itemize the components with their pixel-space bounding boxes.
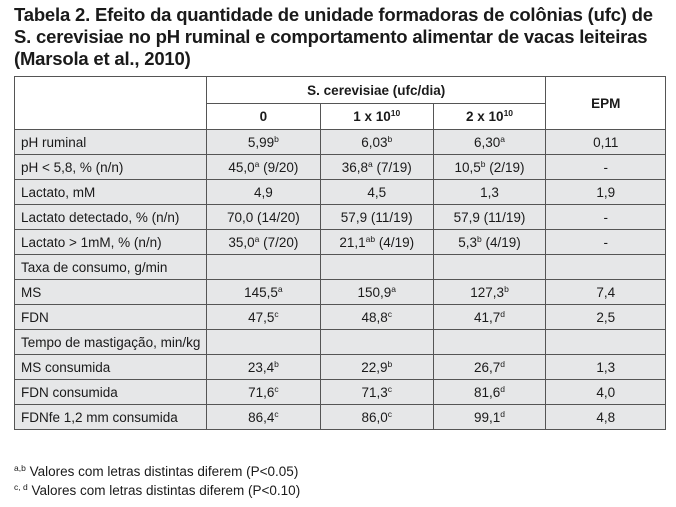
- cell-value: 5,3: [458, 234, 478, 250]
- value-cell: [433, 380, 546, 405]
- row-label: MS: [15, 280, 207, 305]
- sem-cell: 7,4: [546, 280, 666, 305]
- value-cell: [320, 130, 433, 155]
- value-cell: [206, 255, 320, 280]
- footnote-marker: a,b: [14, 463, 26, 473]
- dose-exponent: 10: [390, 108, 401, 118]
- value-cell: [206, 205, 320, 230]
- value-cell: [433, 305, 546, 330]
- dose-header: [433, 104, 546, 130]
- value-cell: [320, 230, 433, 255]
- row-label: FDN consumida: [15, 380, 207, 405]
- row-label: FDNfe 1,2 mm consumida: [15, 405, 207, 430]
- footnote-text: Valores com letras distintas diferem (P<0.05): [25, 464, 299, 479]
- value-cell: [320, 330, 433, 355]
- significance-letter: a: [254, 158, 260, 169]
- footnote-1: [14, 462, 300, 481]
- cell-value: 6,03: [361, 134, 388, 150]
- footnote-marker: c, d: [14, 482, 28, 492]
- significance-letter: c: [387, 383, 392, 394]
- cell-ratio: (4/19): [375, 234, 415, 250]
- table-row: [15, 355, 666, 380]
- table-row: [15, 380, 666, 405]
- cell-ratio: (7/20): [259, 234, 299, 250]
- value-cell: [206, 280, 320, 305]
- value-cell: [320, 405, 433, 430]
- significance-letter: a: [277, 283, 283, 294]
- dose-header: [206, 104, 320, 130]
- sem-cell: -: [546, 230, 666, 255]
- value-cell: [206, 180, 320, 205]
- cell-value: 5,99: [247, 134, 275, 150]
- significance-letter: a: [254, 233, 260, 244]
- cell-value: 21,1: [339, 234, 366, 250]
- value-cell: [320, 255, 433, 280]
- value-cell: [320, 205, 433, 230]
- significance-letter: d: [500, 308, 506, 319]
- sem-cell: [546, 255, 666, 280]
- cell-value: 150,9: [357, 284, 392, 300]
- significance-letter: a: [500, 133, 506, 144]
- value-cell: [433, 155, 546, 180]
- row-label: pH ruminal: [15, 130, 207, 155]
- table-row: [15, 205, 666, 230]
- cell-value: 145,5: [244, 284, 278, 300]
- value-cell: [320, 155, 433, 180]
- cell-value: 71,3: [361, 384, 388, 400]
- cell-value: 23,4: [247, 359, 275, 375]
- value-cell: [433, 230, 546, 255]
- cell-value: 127,3: [470, 284, 505, 300]
- cell-value: 45,0: [228, 159, 255, 175]
- table-row: [15, 255, 666, 280]
- value-cell: [433, 280, 546, 305]
- row-label: Lactato, mM: [15, 180, 207, 205]
- row-label: Lactato detectado, % (n/n): [15, 205, 207, 230]
- row-label: Taxa de consumo, g/min: [15, 255, 207, 280]
- footnote-2: [14, 481, 300, 500]
- cell-ratio: (4/19): [481, 234, 521, 250]
- value-cell: [320, 380, 433, 405]
- sem-cell: 4,8: [546, 405, 666, 430]
- value-cell: [433, 255, 546, 280]
- table-row: [15, 305, 666, 330]
- table-row: [15, 155, 666, 180]
- significance-letter: c: [274, 308, 279, 319]
- table-row: [15, 230, 666, 255]
- cell-value: 47,5: [248, 309, 275, 325]
- cell-value: 26,7: [474, 359, 501, 375]
- cell-value: 99,1: [474, 409, 501, 425]
- significance-letter: a: [391, 283, 396, 294]
- value-cell: [206, 155, 320, 180]
- row-label: FDN: [15, 305, 207, 330]
- cell-value: 71,6: [248, 384, 275, 400]
- value-cell: [433, 405, 546, 430]
- significance-letter: c: [387, 408, 392, 419]
- dose-exponent: 10: [503, 108, 514, 118]
- table-row: [15, 405, 666, 430]
- significance-letter: b: [477, 233, 482, 244]
- significance-letter: c: [387, 308, 392, 319]
- significance-letter: d: [500, 358, 506, 369]
- cell-value: 4,9: [254, 184, 273, 200]
- cell-value: 4,5: [367, 184, 387, 200]
- footnotes: [14, 462, 300, 500]
- sem-cell: -: [546, 205, 666, 230]
- cell-value: 41,7: [474, 309, 501, 325]
- significance-letter: b: [480, 158, 486, 169]
- sem-cell: 0,11: [546, 130, 666, 155]
- row-label: Lactato > 1mM, % (n/n): [15, 230, 207, 255]
- footnote-text: Valores com letras distintas diferem (P<0.10): [27, 483, 301, 498]
- value-cell: [433, 180, 546, 205]
- cell-value: 57,9 (11/19): [340, 209, 413, 225]
- value-cell: [433, 355, 546, 380]
- significance-letter: a: [367, 158, 373, 169]
- cell-value: 48,8: [361, 309, 388, 325]
- value-cell: [206, 130, 320, 155]
- value-cell: [206, 405, 320, 430]
- sem-cell: [546, 330, 666, 355]
- significance-letter: b: [387, 358, 393, 369]
- dose-base: 0: [259, 109, 268, 124]
- sem-cell: -: [546, 155, 666, 180]
- sem-cell: 1,9: [546, 180, 666, 205]
- significance-letter: b: [274, 358, 279, 369]
- table-row: [15, 180, 666, 205]
- header-row-group: [15, 77, 666, 104]
- value-cell: [320, 305, 433, 330]
- dose-base: 2 x 10: [466, 109, 504, 124]
- value-cell: [433, 330, 546, 355]
- value-cell: [433, 205, 546, 230]
- cell-ratio: (7/19): [372, 159, 412, 175]
- results-table: [14, 76, 666, 430]
- table-row: [15, 280, 666, 305]
- value-cell: [320, 280, 433, 305]
- cell-value: 86,0: [361, 409, 388, 425]
- row-label: pH < 5,8, % (n/n): [15, 155, 207, 180]
- dose-header: [320, 104, 433, 130]
- cell-value: 10,5: [454, 159, 481, 175]
- table-row: [15, 130, 666, 155]
- significance-letter: ab: [365, 233, 376, 244]
- dose-base: 1 x 10: [353, 109, 391, 124]
- row-label: MS consumida: [15, 355, 207, 380]
- row-label: Tempo de mastigação, min/kg: [15, 330, 207, 355]
- significance-letter: d: [500, 383, 506, 394]
- value-cell: [433, 130, 546, 155]
- table-row: [15, 330, 666, 355]
- cell-value: 35,0: [228, 234, 255, 250]
- sem-cell: 1,3: [546, 355, 666, 380]
- value-cell: [206, 305, 320, 330]
- table-title: Tabela 2. Efeito da quantidade de unidade formadoras de colônias (ufc) de S. cerevisiae no pH ruminal e comportamento alimentar de vacas leiteiras (Marsola et al., 2010): [14, 4, 653, 69]
- significance-letter: c: [274, 408, 279, 419]
- cell-value: 36,8: [341, 159, 368, 175]
- cell-value: 81,6: [474, 384, 501, 400]
- cell-value: 6,30: [474, 134, 501, 150]
- sem-header: EPM: [546, 77, 666, 130]
- cell-value: 70,0 (14/20): [226, 209, 300, 225]
- significance-letter: b: [387, 133, 393, 144]
- sem-cell: 2,5: [546, 305, 666, 330]
- cell-value: 57,9 (11/19): [453, 209, 526, 225]
- group-header: S. cerevisiae (ufc/dia): [206, 77, 545, 104]
- value-cell: [320, 180, 433, 205]
- cell-value: 1,3: [480, 184, 499, 200]
- significance-letter: b: [504, 283, 509, 294]
- cell-ratio: (2/19): [485, 159, 525, 175]
- header-empty-cell: [15, 77, 207, 130]
- significance-letter: b: [274, 133, 279, 144]
- value-cell: [206, 355, 320, 380]
- sem-cell: 4,0: [546, 380, 666, 405]
- value-cell: [206, 380, 320, 405]
- significance-letter: d: [500, 408, 506, 419]
- value-cell: [206, 230, 320, 255]
- value-cell: [206, 330, 320, 355]
- cell-value: 86,4: [248, 409, 275, 425]
- cell-ratio: (9/20): [259, 159, 299, 175]
- significance-letter: c: [274, 383, 279, 394]
- cell-value: 22,9: [361, 359, 388, 375]
- value-cell: [320, 355, 433, 380]
